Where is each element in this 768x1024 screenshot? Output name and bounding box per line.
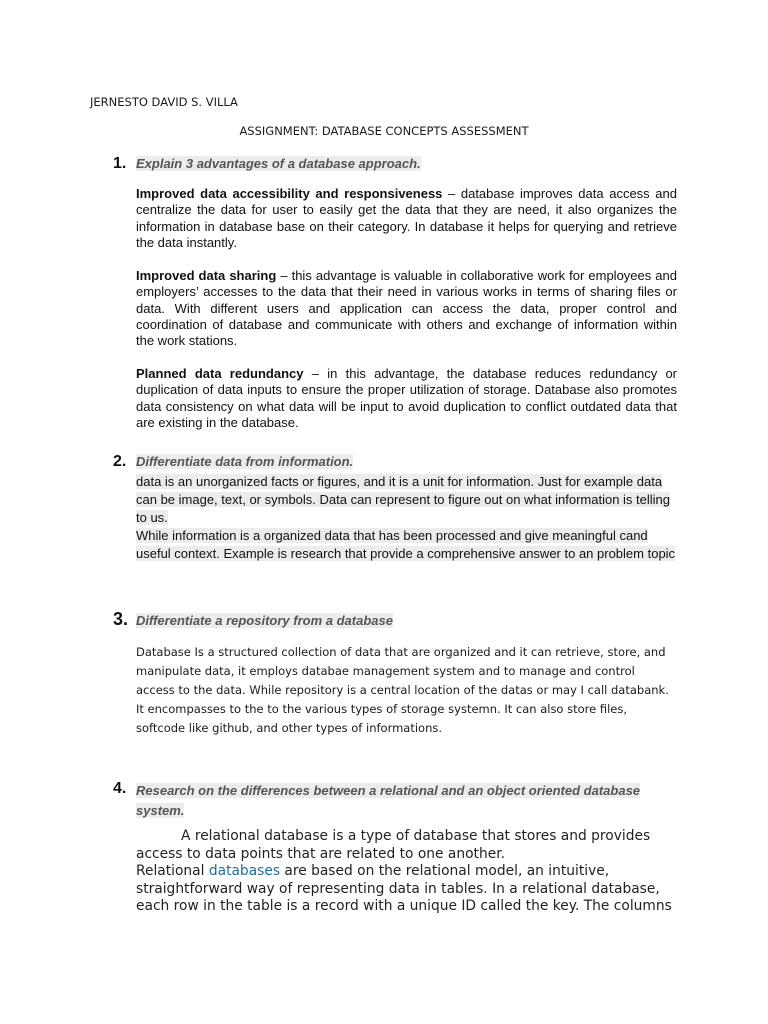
question-2-title [136, 454, 353, 469]
q1-advantage-1 [136, 186, 677, 251]
q1-advantage-2-term: Improved data sharing [136, 268, 277, 283]
question-4-text: Research on the differences between a relational and an object oriented database system. [136, 783, 641, 818]
question-2-number: 2. [113, 453, 127, 470]
q2-answer [136, 473, 676, 563]
q2-answer-information: While information is a organized data that has been processed and give meaningful cand useful context. Example is research that provide a comprehensive answer to an problem topic [136, 528, 676, 561]
q4-paragraph-1: A relational database is a type of database that stores and provides access to data points that are related to one another. [136, 828, 651, 862]
question-3-title [136, 613, 393, 628]
q1-advantage-1-text: – database improves data access and centralize the data for user to easily get the data that they are need, it also organizes the information in database base on their category. In database it helps for querying and retrieve the data instantly. [136, 186, 677, 250]
question-3-text: Differentiate a repository from a database [136, 613, 393, 628]
q1-advantage-3-term: Planned data redundancy [136, 366, 304, 381]
q2-answer-data: data is an unorganized facts or figures, and it is a unit for information. Just for example data can be image, text, or symbols. Data can represent to figure out on what information is telling to us. [136, 474, 670, 525]
question-1-number: 1. [113, 155, 127, 172]
q4-answer [136, 828, 681, 916]
question-4-title [136, 781, 681, 821]
author-name: JERNESTO DAVID S. VILLA [90, 95, 238, 109]
q1-advantage-2-text: – this advantage is valuable in collaborative work for employees and employers’ accesses to the data that their need in various works in terms of sharing files or data. With different users and application can access the data, proper control and coordination of database and communicate with others and exchange of information within the work stations. [136, 268, 677, 349]
q1-advantage-3 [136, 366, 677, 431]
q4-paragraph-2-start: Relational [136, 863, 209, 879]
question-1-text: Explain 3 advantages of a database approach. [136, 156, 421, 171]
question-1-title [136, 156, 421, 171]
q1-advantage-2 [136, 268, 677, 349]
databases-link[interactable]: databases [208, 863, 281, 879]
assignment-title: ASSIGNMENT: DATABASE CONCEPTS ASSESSMENT [239, 124, 529, 138]
q3-answer: Database Is a structured collection of data that are organized and it can retrieve, store, and manipulate data, it employs databae management system and to manage and control access to the data. While repository is a central location of the datas or may I call databank. It encompasses to the to the various types of storage systemn. It can also store files, softcode like github, and other types of informations. [136, 645, 669, 735]
question-4-number: 4. [113, 780, 127, 797]
q1-advantage-3-text: – in this advantage, the database reduces redundancy or duplication of data inputs to ensure the proper utilization of storage. Database also promotes data consistency on what data will be input to avoid duplication to conflict outdated data that are existing in the database. [136, 366, 678, 430]
question-3-number: 3. [113, 609, 129, 629]
question-2-text: Differentiate data from information. [136, 454, 354, 469]
q4-paragraph-2-rest: are based on the relational model, an intuitive, straightforward way of representing data in tables. In a relational database, each row in the table is a record with a unique ID called the key. The columns [136, 863, 672, 914]
q1-advantage-1-term: Improved data accessibility and responsiveness [136, 186, 443, 201]
